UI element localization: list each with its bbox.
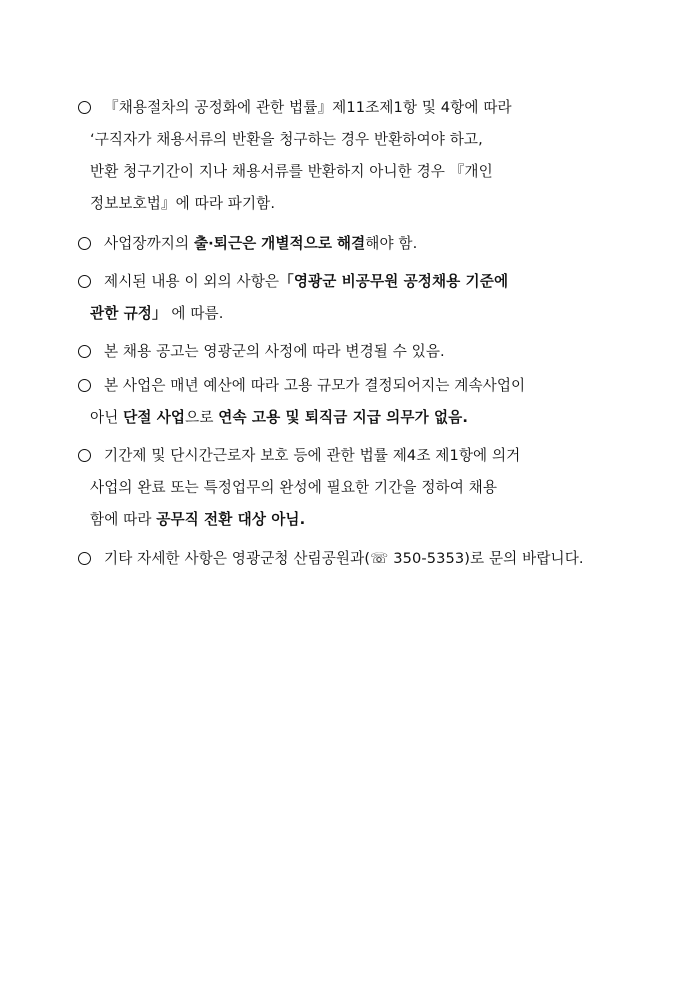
- notice-line: [90, 504, 305, 536]
- notice-line: ‘구직자가 채용서류의 반환을 청구하는 경우 반환하여야 하고,: [90, 131, 483, 148]
- notice-line: [90, 298, 224, 330]
- notice-line: 본 채용 공고는 영광군의 사정에 따라 변경될 수 있음.: [104, 343, 445, 360]
- notice-text: 함에 따라: [90, 511, 152, 528]
- notice-line: [90, 402, 468, 434]
- notice-text: 해야 함.: [365, 235, 418, 252]
- notice-emphasis: 연속 고용 및 퇴직금 지급 의무가 없음.: [218, 409, 468, 426]
- circle-bullet-icon: [78, 345, 91, 358]
- notice-text: 에 따름.: [171, 305, 224, 322]
- notice-text: 아닌: [90, 409, 119, 426]
- notice-line: [104, 228, 417, 260]
- notice-line: 본 사업은 매년 예산에 따라 고용 규모가 결정되어지는 계속사업이: [104, 377, 526, 394]
- notice-emphasis: 「영광군 비공무원 공정채용 기준에: [279, 273, 509, 290]
- notice-line: [104, 266, 508, 298]
- notice-text: 제시된 내용 이 외의 사항은: [104, 273, 280, 290]
- notice-line: 정보보호법』에 따라 파기함.: [90, 195, 276, 212]
- notice-line: 기간제 및 단시간근로자 보호 등에 관한 법률 제4조 제1항에 의거: [104, 447, 521, 464]
- notice-emphasis: 해결: [336, 235, 366, 252]
- circle-bullet-icon: [78, 449, 91, 462]
- circle-bullet-icon: [78, 237, 91, 250]
- notice-emphasis: 출·퇴근은: [193, 235, 257, 252]
- notice-text: 사업장까지의: [104, 235, 194, 252]
- circle-bullet-icon: [78, 275, 91, 288]
- notice-emphasis: 공무직 전환 대상 아님.: [156, 511, 306, 528]
- notice-line: 반환 청구기간이 지나 채용서류를 반환하지 아니한 경우 『개인: [90, 163, 493, 180]
- notice-line: 기타 자세한 사항은 영광군청 산림공원과(☏ 350-5353)로 문의 바랍니다.: [104, 550, 584, 567]
- notice-text: 으로: [185, 409, 214, 426]
- notice-emphasis: 개별적으로: [261, 235, 333, 252]
- notice-emphasis: 단절 사업: [123, 409, 186, 426]
- circle-bullet-icon: [78, 101, 91, 114]
- notice-emphasis: 관한 규정」: [90, 305, 167, 322]
- notice-line: 사업의 완료 또는 특정업무의 완성에 필요한 기간을 정하여 채용: [90, 479, 498, 496]
- notice-line: 『채용절차의 공정화에 관한 법률』제11조제1항 및 4항에 따라: [104, 99, 512, 116]
- circle-bullet-icon: [78, 379, 91, 392]
- circle-bullet-icon: [78, 552, 91, 565]
